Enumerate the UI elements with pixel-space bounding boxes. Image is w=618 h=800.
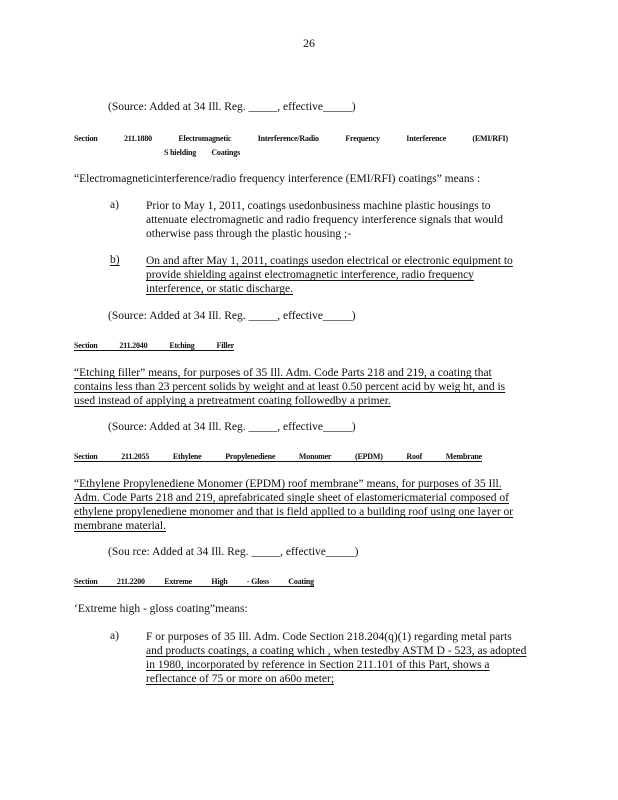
item-a-line: otherwise pass through the plastic housing ;- xyxy=(146,228,352,240)
definition-line: ‘Extreme high - gloss coating”means: xyxy=(74,603,248,615)
item-b-line: provide shielding against electromagnetic interference, radio frequency xyxy=(146,269,474,281)
item-label-a: a) xyxy=(110,199,119,211)
item-a-line: and products coatings, a coating which , when testedby ASTM D - 523, as adopted xyxy=(146,645,527,657)
section-heading-211-2040: Section 211.2040 Etching Filler xyxy=(74,341,234,350)
definition-line: contains less than 23 percent solids by weight and at least 0.50 percent acid by weig ht, and is xyxy=(74,381,506,393)
definition-line: Adm. Code Parts 218 and 219, aprefabricated single sheet of elastomericmaterial composed of xyxy=(74,492,509,504)
source-note: (Sou rce: Added at 34 Ill. Reg. _____, effective_____) xyxy=(108,546,359,558)
section-heading-211-1880-cont: S hielding Coatings xyxy=(164,148,240,157)
definition-line: membrane material. xyxy=(74,520,166,532)
section-heading-211-2055: Section 211.2055 Ethylene Propylenediene Monomer (EPDM) Roof Membrane xyxy=(74,452,482,461)
source-note: (Source: Added at 34 Ill. Reg. _____, effective_____) xyxy=(108,421,356,433)
source-note: (Source: Added at 34 Ill. Reg. _____, effective_____) xyxy=(108,310,356,322)
item-a-line: reflectance of 75 or more on a60o meter; xyxy=(146,673,335,685)
item-b-line: On and after May 1, 2011, coatings usedon electrical or electronic equipment to xyxy=(146,255,513,267)
definition-line: ethylene propylenediene monomer and that is field applied to a building roof using one layer or xyxy=(74,506,514,518)
definition-line: used instead of applying a pretreatment coating followedby a primer. xyxy=(74,395,391,407)
item-b-line: interference, or static discharge. xyxy=(146,283,293,295)
item-label-a: a) xyxy=(110,630,119,642)
item-a-line: attenuate electromagnetic and radio frequency interference signals that would xyxy=(146,214,503,226)
item-a-line: in 1980, incorporated by reference in Section 211.101 of this Part, shows a xyxy=(146,659,490,671)
item-label-b: b) xyxy=(110,254,120,266)
source-note: (Source: Added at 34 Ill. Reg. _____, effective_____) xyxy=(108,101,356,113)
item-a-line: Prior to May 1, 2011, coatings usedonbusiness machine plastic housings to xyxy=(146,200,491,212)
definition-line: “Etching filler” means, for purposes of 35 Ill. Adm. Code Parts 218 and 219, a coating that xyxy=(74,367,492,379)
section-heading-211-2200: Section 211.2200 Extreme High - Gloss Coating xyxy=(74,577,314,586)
section-heading-211-1880: Section 211.1880 Electromagnetic Interference/Radio Frequency Interference (EMI/RFI) xyxy=(74,134,508,143)
page-number: 26 xyxy=(303,36,315,50)
definition-line: “Ethylene Propylenediene Monomer (EPDM) roof membrane” means, for purposes of 35 Ill. xyxy=(74,478,502,490)
item-a-line: F or purposes of 35 Ill. Adm. Code Section 218.204(q)(1) regarding metal parts xyxy=(146,631,512,643)
definition-line: “Electromagneticinterference/radio frequency interference (EMI/RFI) coatings” means : xyxy=(74,173,481,185)
